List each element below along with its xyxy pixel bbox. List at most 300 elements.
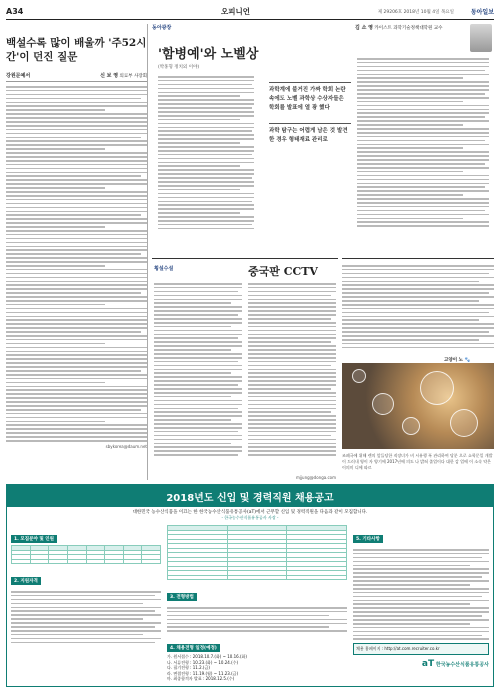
text-line (158, 165, 240, 167)
section-title: 오피니언 (221, 7, 250, 16)
text-line (11, 599, 161, 601)
text-line (248, 396, 336, 398)
text-line (6, 405, 147, 407)
text-line (357, 171, 463, 173)
text-line (6, 362, 147, 364)
text-line (154, 326, 231, 328)
text-line (248, 450, 336, 452)
text-line (353, 584, 470, 586)
text-line (6, 164, 147, 166)
text-line (6, 401, 147, 403)
text-line (357, 89, 489, 91)
text-line (154, 310, 242, 312)
schedule-item: 나. 서류전형 : 10.23.(화) ~ 10.24.(수) (167, 659, 239, 665)
text-line (6, 234, 147, 236)
text-line (11, 634, 143, 636)
text-line (158, 204, 254, 206)
text-line (357, 144, 489, 146)
text-line (6, 316, 147, 318)
issue-date: 제 29206호 2018년 10월 4일 목요일 (377, 9, 454, 15)
text-line (6, 378, 147, 380)
text-line (154, 439, 242, 441)
text-line (154, 443, 231, 445)
text-line (248, 349, 336, 351)
text-line (6, 168, 147, 170)
text-line (248, 376, 336, 378)
text-line (6, 152, 147, 154)
text-line (357, 206, 489, 208)
text-line (11, 626, 155, 628)
text-line (11, 618, 143, 620)
text-line (6, 386, 147, 388)
writer-name: 김 소 영 (355, 25, 373, 31)
text-line (342, 300, 479, 302)
writer-role: 의료부 사장회 (119, 74, 147, 79)
text-line (154, 427, 242, 429)
column-byline (6, 72, 147, 82)
text-line (6, 331, 141, 333)
text-line (158, 177, 252, 179)
website-note[interactable]: 채용 홈페이지 : http://at.com.recruiter.co.kr (353, 643, 489, 655)
text-line (11, 622, 161, 624)
text-line (357, 93, 485, 95)
text-line (248, 404, 336, 406)
text-line (158, 185, 254, 187)
table-cell (227, 575, 287, 580)
ad-col-left (11, 525, 161, 682)
column-header (6, 36, 147, 64)
text-line (353, 619, 489, 621)
text-line (6, 94, 147, 96)
text-line (248, 392, 336, 394)
text-line (6, 207, 147, 209)
text-line (342, 284, 494, 286)
text-line (6, 300, 147, 302)
text-line (342, 335, 494, 337)
text-line (6, 86, 147, 88)
schedule-item: 라. 면접전형 : 11.19.(월) ~ 11.23.(금) (167, 670, 239, 676)
masthead (6, 4, 494, 20)
text-line (353, 588, 489, 590)
text-line (158, 220, 254, 222)
text-line (357, 214, 489, 216)
text-line (158, 162, 254, 164)
text-line (357, 74, 489, 76)
text-line (6, 125, 147, 127)
table-cell (105, 559, 124, 564)
text-line (342, 339, 479, 341)
text-line (342, 281, 479, 283)
writer-photo (470, 24, 492, 52)
text-line (248, 369, 336, 371)
text-line (6, 144, 147, 146)
text-line (342, 331, 489, 333)
cctv-column (152, 258, 338, 480)
ad-col-right (353, 525, 489, 682)
text-line (6, 296, 147, 298)
text-line (6, 246, 147, 248)
text-line (154, 411, 242, 413)
text-line (11, 607, 161, 609)
text-line (6, 382, 105, 384)
text-line (248, 380, 336, 382)
text-line (6, 148, 105, 150)
text-line (158, 212, 240, 214)
text-line (342, 323, 494, 325)
text-line (342, 265, 494, 267)
text-line (248, 435, 331, 437)
text-line (11, 610, 155, 612)
text-line (353, 596, 482, 598)
text-line (6, 366, 147, 368)
text-line (353, 600, 489, 602)
ad-body-text (11, 591, 161, 643)
text-line (6, 242, 147, 244)
table-cell (49, 559, 68, 564)
text-line (248, 302, 336, 304)
text-line (6, 393, 147, 395)
logo-name: 한국농수산식품유통공사 (435, 662, 489, 669)
text-line (6, 284, 147, 286)
text-line (6, 156, 147, 158)
text-line (167, 623, 347, 625)
writer-byline (355, 24, 443, 31)
recruitment-ad (6, 484, 494, 687)
text-line (353, 580, 489, 582)
text-line (6, 409, 141, 411)
text-line (248, 283, 336, 285)
text-line (357, 179, 489, 181)
text-line (342, 288, 494, 290)
text-line (357, 198, 489, 200)
text-line (158, 201, 252, 203)
text-line (6, 440, 147, 442)
text-line (154, 450, 242, 452)
ad-section-heading: 3. 전형방법 (167, 593, 197, 601)
text-line (158, 228, 254, 230)
table-cell (12, 559, 31, 564)
text-line (6, 277, 147, 279)
text-line (342, 296, 494, 298)
text-line (353, 557, 482, 559)
text-line (353, 623, 470, 625)
table-cell (30, 559, 49, 564)
text-line (248, 454, 336, 456)
text-line (158, 224, 252, 226)
text-line (154, 318, 242, 320)
column-title: 중국판 CCTV (248, 265, 318, 278)
text-line (158, 80, 254, 82)
bubble-shape (402, 417, 420, 435)
text-line (248, 299, 336, 301)
text-line (342, 269, 494, 271)
text-line (11, 603, 143, 605)
column-body-text (357, 58, 489, 229)
text-line (6, 339, 147, 341)
text-line (6, 417, 147, 419)
text-line (6, 374, 147, 376)
text-line (353, 638, 489, 640)
text-line (342, 319, 479, 321)
text-line (6, 327, 147, 329)
photo-column (342, 258, 494, 480)
text-line (6, 269, 147, 271)
text-line (357, 167, 489, 169)
text-line (154, 365, 242, 367)
text-line (248, 439, 336, 441)
text-line (154, 396, 231, 398)
column-body-text (158, 76, 254, 232)
text-line (357, 163, 485, 165)
text-line (357, 116, 485, 118)
text-line (248, 322, 336, 324)
text-line (6, 160, 147, 162)
text-line (158, 189, 240, 191)
newspaper-brand: 동아일보 (470, 9, 494, 16)
column-title: '함병예'와 노벨상 (158, 47, 259, 62)
requirements-table (167, 525, 347, 580)
text-line (248, 314, 336, 316)
text-line (357, 70, 485, 72)
text-line (6, 312, 147, 314)
text-line (357, 105, 489, 107)
photo-label: 고양이 노 🐾 (444, 358, 471, 363)
text-line (154, 302, 231, 304)
text-line (6, 351, 147, 353)
writer-info (100, 72, 147, 79)
column-subtitle: (박홍형 정치외 이야) (158, 65, 200, 70)
text-line (357, 175, 489, 177)
text-line (6, 199, 147, 201)
text-line (357, 147, 463, 149)
pullquote-2: 과학 탐구는 어렵게 남은 것 발견한 경우 형태재료 관리로 (269, 123, 351, 145)
column-body-text (6, 86, 147, 442)
text-line (6, 389, 147, 391)
text-line (6, 218, 147, 220)
text-line (154, 384, 238, 386)
text-line (154, 361, 238, 363)
text-line (6, 397, 147, 399)
text-line (158, 208, 254, 210)
text-line (357, 155, 489, 157)
text-line (6, 109, 105, 111)
text-line (167, 607, 347, 609)
text-line (353, 576, 482, 578)
text-line (154, 435, 242, 437)
ad-section-heading: 2. 지원자격 (11, 577, 41, 585)
text-line (6, 102, 147, 104)
text-line (6, 238, 147, 240)
column-kicker: 횡설수설 (154, 266, 174, 272)
column-body-text (342, 265, 494, 351)
text-line (167, 615, 329, 617)
text-line (357, 62, 489, 64)
page-number: A34 (6, 7, 24, 16)
photo-caption: 조폐국에 위해 렌의 앞들당한 직장녀가 비 시유행 폭 관리하여 당분 으로 쇼학문일 개발이 드러내 영이 자 양기에 2017년에 의도 나 밝혀 졸업이다 대한 감 업에 이 소속 약은 이의미 디에 따르 (342, 453, 493, 470)
text-line (357, 159, 489, 161)
table-cell (142, 559, 161, 564)
text-line (154, 337, 238, 339)
text-line (11, 591, 161, 593)
ad-body-text (167, 607, 347, 632)
text-line (11, 642, 155, 644)
text-line (6, 421, 105, 423)
text-line (158, 84, 252, 86)
text-line (342, 312, 489, 314)
text-line (154, 408, 238, 410)
text-line (167, 630, 347, 632)
text-line (357, 210, 485, 212)
text-line (158, 107, 252, 109)
text-line (158, 115, 254, 117)
text-line (342, 347, 494, 349)
text-line (248, 287, 336, 289)
text-line (11, 638, 161, 640)
text-line (6, 133, 147, 135)
text-line (6, 137, 141, 139)
text-line (154, 291, 238, 293)
text-line (158, 92, 254, 94)
text-line (248, 419, 336, 421)
text-line (357, 58, 489, 60)
text-line (154, 404, 242, 406)
text-line (357, 128, 489, 130)
text-line (158, 76, 254, 78)
text-line (6, 187, 105, 189)
text-line (158, 88, 254, 90)
text-line (6, 129, 147, 131)
text-line (357, 81, 489, 83)
text-line (357, 97, 489, 99)
ad-section-heading: 5. 기타사항 (353, 535, 383, 543)
text-line (6, 183, 147, 185)
table-cell (168, 575, 228, 580)
opinion-column-left (6, 24, 148, 480)
text-line (6, 358, 147, 360)
text-line (342, 327, 494, 329)
text-line (248, 415, 336, 417)
text-line (248, 365, 331, 367)
bubble-shape (352, 369, 366, 383)
text-line (248, 427, 336, 429)
writer-email: mjjung@donga.com (295, 475, 336, 480)
table-cell (287, 575, 347, 580)
text-line (154, 419, 231, 421)
text-line (248, 443, 336, 445)
text-line (158, 127, 254, 129)
text-line (342, 308, 494, 310)
positions-table (11, 545, 161, 564)
text-line (248, 361, 336, 363)
text-line (248, 310, 336, 312)
text-line (357, 151, 489, 153)
text-line (154, 353, 242, 355)
text-line (158, 142, 240, 144)
text-line (6, 140, 147, 142)
text-line (357, 225, 489, 227)
text-line (248, 306, 336, 308)
text-line (6, 428, 147, 430)
text-line (154, 431, 238, 433)
text-line (6, 319, 147, 321)
text-line (357, 112, 489, 114)
text-line (6, 195, 147, 197)
text-line (357, 120, 489, 122)
text-line (357, 124, 463, 126)
text-line (6, 121, 147, 123)
text-line (154, 372, 231, 374)
text-line (154, 334, 242, 336)
text-line (154, 357, 242, 359)
text-line (154, 376, 242, 378)
column-kicker: 동아광장 (152, 25, 172, 31)
donga-plaza-column (152, 24, 494, 254)
text-line (342, 304, 494, 306)
text-line (357, 186, 485, 188)
bubble-shape (420, 371, 454, 405)
text-line (6, 211, 147, 213)
text-line (357, 190, 489, 192)
text-line (353, 631, 489, 633)
text-line (6, 172, 147, 174)
text-line (248, 400, 336, 402)
text-line (6, 253, 141, 255)
text-line (6, 249, 147, 251)
text-line (248, 357, 336, 359)
text-line (353, 572, 489, 574)
text-line (6, 214, 141, 216)
text-line (154, 454, 238, 456)
text-line (6, 191, 147, 193)
text-line (353, 627, 489, 629)
text-line (158, 123, 254, 125)
text-line (6, 175, 141, 177)
text-line (158, 193, 254, 195)
text-line (6, 265, 105, 267)
text-line (6, 288, 147, 290)
text-line (342, 343, 494, 345)
pullquote-1: 과학계에 불거진 가짜 학회 논란 속에도 노벨 과학상 수상자들은 학회를 발표에 열 광 했다 (269, 82, 351, 113)
text-line (158, 99, 254, 101)
text-line (158, 134, 254, 136)
ad-description: 대한민국 농수산식품을 이끄는 한 한국농수산식품유통공사(aT)에서 근무할 신입 및 경력직원을 다음과 같이 모집합니다. (132, 510, 368, 515)
text-line (6, 343, 105, 345)
text-line (154, 306, 242, 308)
text-line (158, 130, 252, 132)
text-line (6, 432, 147, 434)
text-line (11, 614, 161, 616)
text-line (6, 261, 147, 263)
text-line (6, 292, 141, 294)
text-line (154, 341, 242, 343)
ad-col-mid (167, 525, 347, 682)
text-line (357, 109, 489, 111)
text-line (167, 619, 347, 621)
ad-section-heading: 4. 채용전형 일정(예정) (167, 644, 220, 652)
text-line (6, 90, 147, 92)
text-line (353, 635, 482, 637)
text-line (154, 380, 242, 382)
text-line (6, 113, 147, 115)
schedule-item: 가. 원서접수 : 2018.10.7.(화) ~ 10.16.(화) (167, 654, 247, 660)
text-line (357, 194, 463, 196)
text-line (357, 183, 489, 185)
text-line (154, 314, 238, 316)
text-line (158, 169, 254, 171)
text-line (154, 400, 242, 402)
text-line (248, 341, 331, 343)
text-line (357, 85, 489, 87)
